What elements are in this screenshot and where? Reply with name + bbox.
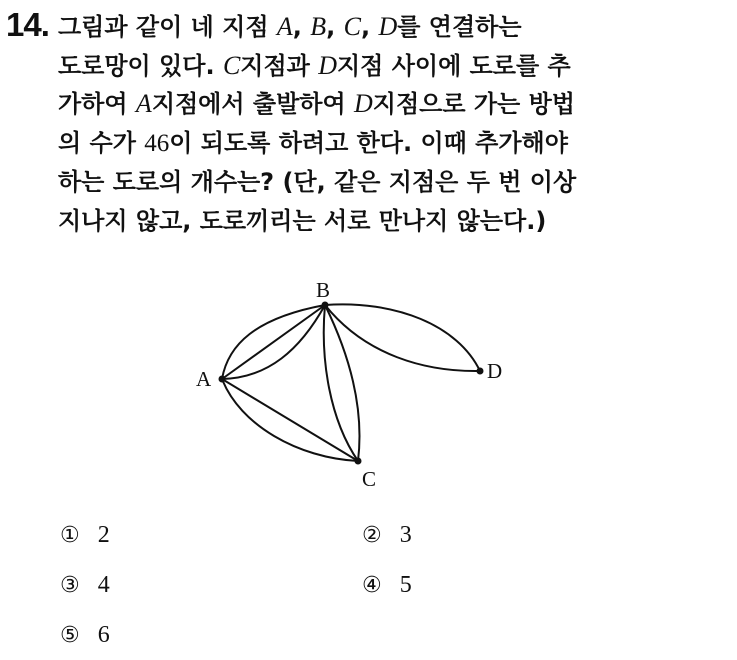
vertex-b [322,302,329,309]
vertex-c [355,458,362,465]
choice-3[interactable]: ③ 4 [60,572,110,598]
choice-4[interactable]: ④ 5 [362,572,412,598]
var-d: D [378,12,398,41]
label-d: D [487,359,503,383]
var-c: C [343,12,361,41]
label-a: A [196,367,212,391]
vertex-a [219,376,226,383]
vertex-d [477,368,484,375]
label-b: B [316,278,331,302]
choice-5[interactable]: ⑤ 6 [60,622,110,648]
choice-2[interactable]: ② 3 [362,522,412,548]
question-number: 14. [6,6,49,43]
path-count: 46 [144,129,170,157]
label-c: C [362,467,377,491]
var-a: A [276,12,293,41]
choice-1[interactable]: ① 2 [60,522,110,548]
question-text: 그림과 같이 네 지점 A, B, C, D를 연결하는 도로망이 있다. C지점과 D지점 사이에 도로를 추 가하여 A지점에서 출발하여 D지점으로 가는 방법 의 수가 46이 되도록 하려고 한다. 이때 추가해야 하는 도로의 개수는? (단, 같은 지점은 두 번 이상 지나지 않고, 도로끼리는 서로 만나지 않는다.) [58,12,577,235]
var-b: B [310,12,327,41]
road-b-c-right [325,305,360,461]
road-a-b-straight [222,305,325,379]
